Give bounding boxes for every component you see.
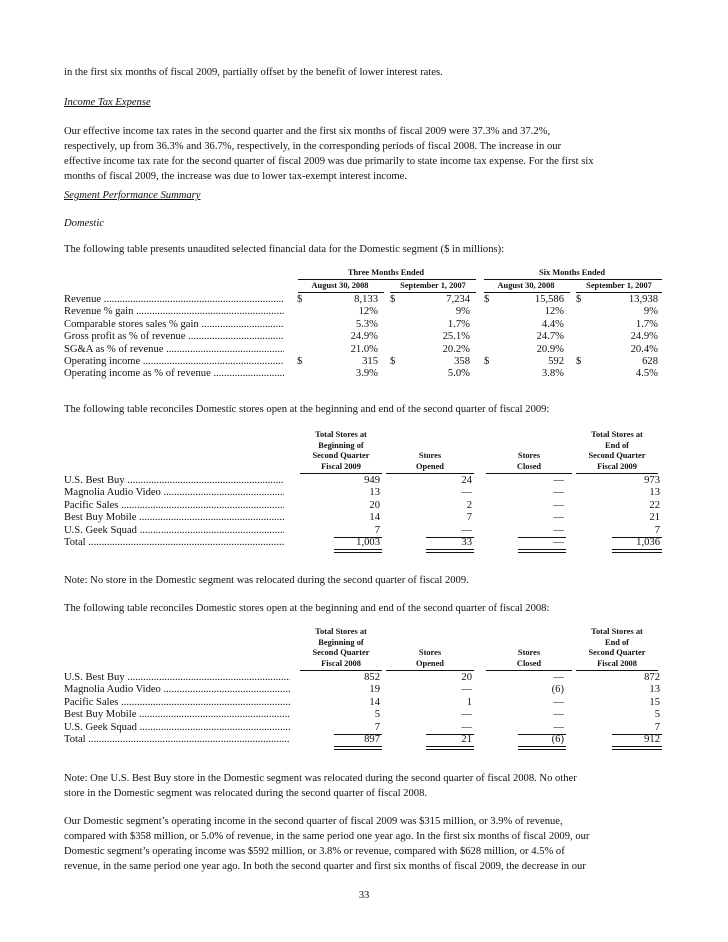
cell-value: — bbox=[553, 475, 564, 486]
table-row bbox=[64, 356, 664, 368]
header-rule bbox=[576, 473, 658, 474]
cell-value: 358 bbox=[454, 356, 470, 367]
header-rule bbox=[486, 670, 572, 671]
cell-value: 7 bbox=[654, 721, 660, 733]
col-header: Fiscal 2009 bbox=[321, 461, 361, 471]
cell-value: 4.4% bbox=[541, 318, 564, 330]
row-label: U.S. Geek Squad ..... bbox=[64, 525, 284, 537]
note-2008-line: Note: One U.S. Best Buy store in the Domestic segment was relocated during the second quarter of fiscal 2008. No other bbox=[64, 773, 577, 784]
table2-intro: The following table reconciles Domestic stores open at the beginning and end of the second quarter of fiscal 2009: bbox=[64, 404, 550, 415]
row-label: Total ..... bbox=[64, 734, 290, 746]
cell-value: 1,003 bbox=[356, 537, 380, 548]
total-double-rule bbox=[334, 549, 382, 553]
table-row bbox=[64, 537, 664, 549]
income-tax-line: respectively, up from 36.3% and 36.7%, respectively, in the corresponding periods of fiscal 2008. The increase in our bbox=[64, 141, 562, 152]
cell-value: 1 bbox=[466, 696, 472, 708]
income-tax-line: months of fiscal 2009, the increase was due to lower tax-exempt interest income. bbox=[64, 171, 408, 182]
cell-value: 872 bbox=[644, 672, 660, 683]
col-header: September 1, 2007 bbox=[586, 281, 652, 290]
table-row bbox=[64, 512, 664, 524]
cell-value: 20.9% bbox=[536, 343, 564, 355]
table-row bbox=[64, 331, 664, 343]
cell-value: 3.9% bbox=[355, 368, 378, 380]
total-double-rule bbox=[334, 746, 382, 750]
currency-symbol: $ bbox=[576, 356, 582, 367]
cell-value: 7 bbox=[654, 524, 660, 536]
subtotal-rule bbox=[426, 734, 474, 735]
col-header: Closed bbox=[516, 461, 542, 471]
cell-value: 8,133 bbox=[354, 294, 378, 305]
row-label: Total ..... bbox=[64, 537, 284, 549]
table-row bbox=[64, 368, 664, 380]
cell-value: — bbox=[553, 512, 564, 524]
cell-value: 315 bbox=[362, 356, 378, 367]
cell-value: 13,938 bbox=[628, 294, 658, 305]
cell-value: 15,586 bbox=[534, 294, 564, 305]
col-header: Second Quarter bbox=[588, 451, 646, 461]
group-header-six-months: Six Months Ended bbox=[538, 268, 606, 277]
table-row bbox=[64, 684, 664, 696]
table-row bbox=[64, 525, 664, 537]
cell-value: 33 bbox=[461, 537, 472, 548]
table-row bbox=[64, 475, 664, 487]
cell-value: 21.0% bbox=[350, 343, 378, 355]
total-double-rule bbox=[426, 549, 474, 553]
table-row bbox=[64, 500, 664, 512]
row-label: Operating income ..... bbox=[64, 356, 284, 368]
col-header: August 30, 2008 bbox=[311, 281, 369, 290]
currency-symbol: $ bbox=[484, 356, 490, 367]
cell-value: — bbox=[553, 709, 564, 721]
cell-value: — bbox=[461, 524, 472, 536]
domestic-heading: Domestic bbox=[64, 218, 105, 229]
col-header: Second Quarter bbox=[588, 648, 646, 658]
cell-value: 24.9% bbox=[630, 331, 658, 343]
subtotal-rule bbox=[426, 537, 474, 538]
row-label: Operating income as % of revenue ..... bbox=[64, 368, 284, 380]
subtotal-rule bbox=[518, 734, 566, 735]
cell-value: 592 bbox=[548, 356, 564, 367]
currency-symbol: $ bbox=[576, 294, 582, 305]
table3-intro: The following table reconciles Domestic stores open at the beginning and end of the second quarter of fiscal 2008: bbox=[64, 603, 550, 614]
cell-value: 4.5% bbox=[635, 368, 658, 380]
table1-intro: The following table presents unaudited selected financial data for the Domestic segment ($ in millions): bbox=[64, 244, 505, 255]
col-header: End of bbox=[605, 637, 629, 647]
cell-value: 5.0% bbox=[447, 368, 470, 380]
col-header: End of bbox=[605, 440, 629, 450]
cell-value: 7,234 bbox=[446, 294, 470, 305]
col-header: Fiscal 2008 bbox=[321, 658, 361, 668]
header-rule bbox=[484, 292, 570, 293]
col-header: Fiscal 2008 bbox=[597, 658, 637, 668]
cell-value: 21 bbox=[649, 512, 660, 524]
cell-value: 897 bbox=[364, 734, 380, 745]
intro-line: in the first six months of fiscal 2009, partially offset by the benefit of lower interest rates. bbox=[64, 67, 443, 78]
col-header: Stores bbox=[418, 648, 442, 658]
total-double-rule bbox=[518, 549, 566, 553]
row-label: U.S. Best Buy ..... bbox=[64, 475, 284, 487]
row-label: U.S. Geek Squad ..... bbox=[64, 722, 290, 734]
table-row bbox=[64, 319, 664, 331]
total-double-rule bbox=[612, 746, 662, 750]
col-header: Stores bbox=[418, 451, 442, 461]
cell-value: 13 bbox=[649, 684, 660, 696]
table-row bbox=[64, 294, 664, 306]
total-double-rule bbox=[518, 746, 566, 750]
cell-value: 949 bbox=[364, 475, 380, 486]
cell-value: — bbox=[461, 721, 472, 733]
cell-value: — bbox=[461, 487, 472, 499]
col-header: Second Quarter bbox=[312, 451, 370, 461]
cell-value: — bbox=[553, 672, 564, 683]
col-header: Stores bbox=[517, 648, 541, 658]
subtotal-rule bbox=[612, 734, 662, 735]
cell-value: 19 bbox=[369, 684, 380, 696]
col-header: Closed bbox=[516, 658, 542, 668]
cell-value: 20 bbox=[461, 672, 472, 683]
table-row bbox=[64, 306, 664, 318]
row-label: Best Buy Mobile ..... bbox=[64, 709, 290, 721]
col-header: Total Stores at bbox=[591, 627, 643, 636]
cell-value: 973 bbox=[644, 475, 660, 486]
col-header: Opened bbox=[416, 658, 444, 668]
cell-value: 15 bbox=[649, 696, 660, 708]
table-row bbox=[64, 709, 664, 721]
col-header: Opened bbox=[416, 461, 444, 471]
cell-value: 20.4% bbox=[630, 343, 658, 355]
header-rule bbox=[486, 473, 572, 474]
table-row bbox=[64, 697, 664, 709]
cell-value: — bbox=[553, 499, 564, 511]
row-label: SG&A as % of revenue ..... bbox=[64, 344, 284, 356]
cell-value: 12% bbox=[544, 306, 564, 318]
cell-value: 7 bbox=[466, 512, 472, 524]
cell-value: 912 bbox=[644, 734, 660, 745]
cell-value: 21 bbox=[461, 734, 472, 745]
cell-value: 1.7% bbox=[635, 318, 658, 330]
currency-symbol: $ bbox=[297, 356, 303, 367]
cell-value: 25.1% bbox=[442, 331, 470, 343]
cell-value: 9% bbox=[455, 306, 470, 318]
currency-symbol: $ bbox=[390, 294, 396, 305]
table-row bbox=[64, 734, 664, 746]
row-label: U.S. Best Buy ..... bbox=[64, 672, 290, 684]
closing-line: Domestic segment’s operating income was $592 million, or 3.8% or revenue, compared with $628 million, or 4.5% of bbox=[64, 846, 565, 857]
cell-value: 22 bbox=[649, 499, 660, 511]
row-label: Magnolia Audio Video ..... bbox=[64, 684, 290, 696]
col-header: Stores bbox=[517, 451, 541, 461]
cell-value: 24.9% bbox=[350, 331, 378, 343]
cell-value: 24.7% bbox=[536, 331, 564, 343]
col-header: Second Quarter bbox=[312, 648, 370, 658]
header-rule bbox=[576, 292, 662, 293]
cell-value: 628 bbox=[642, 356, 658, 367]
cell-value: — bbox=[461, 684, 472, 696]
col-header: August 30, 2008 bbox=[497, 281, 555, 290]
table-row bbox=[64, 344, 664, 356]
header-rule bbox=[298, 292, 384, 293]
cell-value: 14 bbox=[369, 696, 380, 708]
cell-value: 3.8% bbox=[541, 368, 564, 380]
cell-value: 12% bbox=[358, 306, 378, 318]
subtotal-rule bbox=[334, 537, 382, 538]
currency-symbol: $ bbox=[390, 356, 396, 367]
closing-line: revenue, in the same period one year ago. In both the second quarter and first six months of fiscal 2009, the decrease in our bbox=[64, 861, 586, 872]
note-2009: Note: No store in the Domestic segment was relocated during the second quarter of fiscal 2009. bbox=[64, 575, 469, 586]
row-label: Best Buy Mobile ..... bbox=[64, 512, 284, 524]
table-row bbox=[64, 722, 664, 734]
cell-value: 1,036 bbox=[636, 537, 660, 548]
segment-heading: Segment Performance Summary bbox=[64, 190, 201, 201]
header-rule bbox=[386, 473, 474, 474]
cell-value: — bbox=[553, 696, 564, 708]
header-rule bbox=[386, 670, 474, 671]
cell-value: 7 bbox=[374, 721, 380, 733]
row-label: Comparable stores sales % gain ..... bbox=[64, 319, 284, 331]
closing-line: compared with $358 million, or 5.0% of revenue, in the same period one year ago. In the first six months of fiscal 2009, our bbox=[64, 831, 590, 842]
income-tax-line: effective income tax rate for the second quarter of fiscal 2009 was due primarily to state income tax expense. For the first six bbox=[64, 156, 594, 167]
cell-value: 13 bbox=[369, 487, 380, 499]
row-label: Gross profit as % of revenue ..... bbox=[64, 331, 284, 343]
cell-value: 20 bbox=[369, 499, 380, 511]
cell-value: (6) bbox=[551, 684, 564, 696]
cell-value: 5 bbox=[374, 709, 380, 721]
cell-value: 9% bbox=[643, 306, 658, 318]
cell-value: 5.3% bbox=[355, 318, 378, 330]
table-row bbox=[64, 487, 664, 499]
col-header: September 1, 2007 bbox=[400, 281, 466, 290]
currency-symbol: $ bbox=[297, 294, 303, 305]
note-2008-line: store in the Domestic segment was relocated during the second quarter of fiscal 2008. bbox=[64, 788, 428, 799]
cell-value: 14 bbox=[369, 512, 380, 524]
subtotal-rule bbox=[612, 537, 662, 538]
cell-value: (6) bbox=[551, 734, 564, 745]
row-label: Revenue ..... bbox=[64, 294, 284, 306]
row-label: Revenue % gain ..... bbox=[64, 306, 284, 318]
total-double-rule bbox=[426, 746, 474, 750]
header-rule bbox=[390, 292, 476, 293]
row-label: Pacific Sales ..... bbox=[64, 500, 284, 512]
cell-value: 24 bbox=[461, 475, 472, 486]
row-label: Pacific Sales ..... bbox=[64, 697, 290, 709]
header-rule bbox=[298, 279, 476, 280]
col-header: Beginning of bbox=[318, 440, 364, 450]
cell-value: 852 bbox=[364, 672, 380, 683]
cell-value: 13 bbox=[649, 487, 660, 499]
subtotal-rule bbox=[518, 537, 566, 538]
col-header: Fiscal 2009 bbox=[597, 461, 637, 471]
cell-value: — bbox=[553, 524, 564, 536]
total-double-rule bbox=[612, 549, 662, 553]
cell-value: 1.7% bbox=[447, 318, 470, 330]
col-header: Total Stores at bbox=[315, 430, 367, 439]
col-header: Beginning of bbox=[318, 637, 364, 647]
closing-line: Our Domestic segment’s operating income in the second quarter of fiscal 2009 was $315 million, or 3.9% of revenue, bbox=[64, 816, 563, 827]
header-rule bbox=[300, 473, 382, 474]
income-tax-line: Our effective income tax rates in the second quarter and the first six months of fiscal 2009 were 37.3% and 37.2%, bbox=[64, 126, 551, 137]
header-rule bbox=[300, 670, 382, 671]
header-rule bbox=[576, 670, 658, 671]
cell-value: — bbox=[553, 487, 564, 499]
table-row bbox=[64, 672, 664, 684]
cell-value: 5 bbox=[654, 709, 660, 721]
group-header-three-months: Three Months Ended bbox=[347, 268, 425, 277]
currency-symbol: $ bbox=[484, 294, 490, 305]
cell-value: — bbox=[461, 709, 472, 721]
income-tax-heading: Income Tax Expense bbox=[64, 97, 151, 108]
cell-value: 20.2% bbox=[442, 343, 470, 355]
cell-value: — bbox=[553, 537, 564, 548]
header-rule bbox=[484, 279, 662, 280]
cell-value: — bbox=[553, 721, 564, 733]
col-header: Total Stores at bbox=[591, 430, 643, 439]
cell-value: 7 bbox=[374, 524, 380, 536]
col-header: Total Stores at bbox=[315, 627, 367, 636]
cell-value: 2 bbox=[466, 499, 472, 511]
row-label: Magnolia Audio Video ..... bbox=[64, 487, 284, 499]
page-number: 33 bbox=[358, 890, 370, 901]
subtotal-rule bbox=[334, 734, 382, 735]
